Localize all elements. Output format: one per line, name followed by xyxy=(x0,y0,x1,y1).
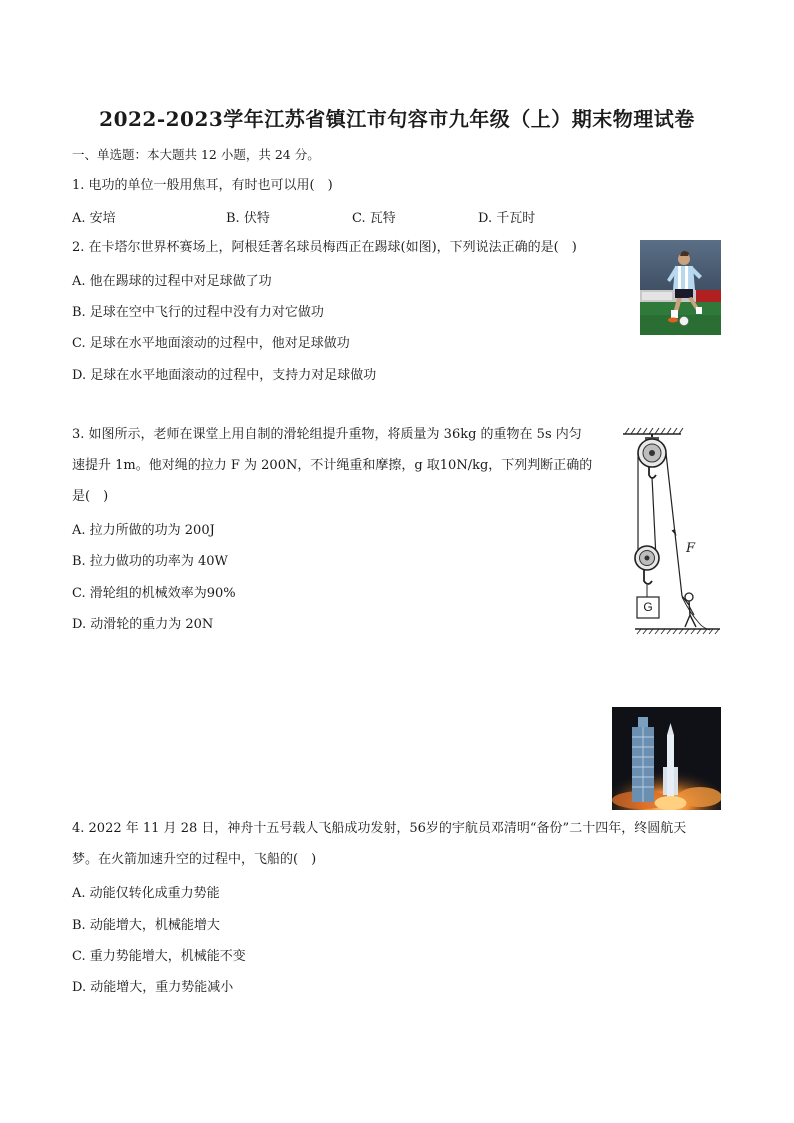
question-3-option-a: A. 拉力所做的功为 200J xyxy=(72,523,215,538)
force-label: F xyxy=(686,541,696,556)
soccer-player-photo xyxy=(640,240,721,335)
question-4-option-d: D. 动能增大，重力势能减小 xyxy=(72,980,234,995)
question-2-option-d: D. 足球在水平地面滚动的过程中，支持力对足球做功 xyxy=(72,368,377,383)
question-3-stem-line-2: 速提升 1m。他对绳的拉力 F 为 200N，不计绳重和摩擦，g 取10N/kg，下列判断正确的 xyxy=(72,458,593,473)
rocket-launch-photo xyxy=(612,707,721,810)
question-4-option-b: B. 动能增大，机械能增大 xyxy=(72,918,220,933)
question-2-option-a: A. 他在踢球的过程中对足球做了功 xyxy=(72,274,272,289)
question-1-stem: 1. 电功的单位一般用焦耳，有时也可以用( ) xyxy=(72,178,333,193)
question-2-stem: 2. 在卡塔尔世界杯赛场上，阿根廷著名球员梅西正在踢球(如图)，下列说法正确的是( ) xyxy=(72,240,577,255)
question-3-option-c: C. 滑轮组的机械效率为90% xyxy=(72,586,236,601)
question-2-option-b: B. 足球在空中飞行的过程中没有力对它做功 xyxy=(72,305,324,320)
question-4-stem-line-1: 4. 2022 年 11 月 28 日，神舟十五号载人飞船成功发射，56岁的宇航员邓清明“备份”二十四年，终圆航天 xyxy=(72,821,687,836)
question-4-option-c: C. 重力势能增大，机械能不变 xyxy=(72,949,246,964)
question-1-option-a: A. 安培 xyxy=(72,211,116,226)
question-4-option-a: A. 动能仅转化成重力势能 xyxy=(72,886,220,901)
question-4-stem-line-2: 梦。在火箭加速升空的过程中，飞船的( ) xyxy=(72,852,317,867)
page-title: 2022-2023学年江苏省镇江市句容市九年级（上）期末物理试卷 xyxy=(99,107,695,131)
question-1-option-c: C. 瓦特 xyxy=(352,211,396,226)
question-3-stem-line-1: 3. 如图所示，老师在课堂上用自制的滑轮组提升重物，将质量为 36kg 的重物在 5s 内匀 xyxy=(72,427,582,442)
question-3-option-d: D. 动滑轮的重力为 20N xyxy=(72,617,214,632)
weight-label: G xyxy=(643,600,653,614)
question-2-option-c: C. 足球在水平地面滚动的过程中，他对足球做功 xyxy=(72,336,350,351)
question-1-option-d: D. 千瓦时 xyxy=(478,211,536,226)
question-3-stem-line-3: 是( ) xyxy=(72,489,109,504)
section-heading: 一、单选题：本大题共 12 小题，共 24 分。 xyxy=(72,147,320,162)
question-3-option-b: B. 拉力做功的功率为 40W xyxy=(72,554,228,569)
pulley-system-diagram xyxy=(615,425,725,640)
question-1-option-b: B. 伏特 xyxy=(226,211,270,226)
